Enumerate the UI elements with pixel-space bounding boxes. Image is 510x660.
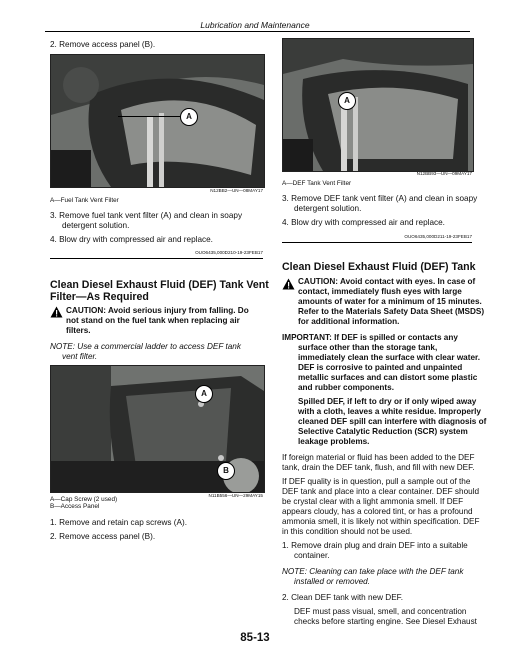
important2-line-5: leakage problems. (298, 437, 370, 446)
para1-line-2: tank, drain the DEF tank, flush, and fill with new DEF. (282, 463, 475, 472)
right-step-2-detail-1: DEF must pass visual, smell, and concentration (294, 607, 467, 616)
left-caution-line-3: filters. (66, 326, 91, 335)
important-line-5: metallic surfaces and can distort some plastic (298, 373, 478, 382)
right-caution-line-3: amounts of water for a minimum of 15 minutes. (298, 297, 482, 306)
warning-icon (50, 306, 63, 318)
important-line-3: immediately clean the surface with clear water. (298, 353, 481, 362)
def-tank-vent-filter-photo (282, 38, 474, 172)
right-step-2: 2. Clean DEF tank with new DEF. (282, 593, 404, 602)
para2-line-1: If DEF quality is in question, pull a sample out of the (282, 477, 471, 486)
section-title: Clean Diesel Exhaust Fluid (DEF) Tank (282, 261, 476, 273)
right-caution-line-1: CAUTION: Avoid contact with eyes. In case of (298, 277, 476, 286)
right-caution-line-2: contact, immediately flush eyes with large (298, 287, 462, 296)
para2-line-3: be crystal clear with a light ammonia smell. If DEF (282, 497, 464, 506)
left-caution-line-1: CAUTION: Avoid serious injury from falling. Do (66, 306, 249, 315)
section-title-line-2: Filter—As Required (50, 291, 149, 303)
figure-code: N11B556—UN—29MAY15 (208, 493, 263, 498)
important2-line-4: Selective Catalytic Reduction (SCR) system (298, 427, 468, 436)
right-note-line-2: installed or removed. (294, 577, 370, 586)
left-step-4: 4. Blow dry with compressed air and replace. (50, 235, 213, 244)
important-line-1: IMPORTANT: If DEF is spilled or contacts any (282, 333, 458, 342)
figure-caption: A—DEF Tank Vent Filter (282, 180, 352, 187)
section-title-line-1: Clean Diesel Exhaust Fluid (DEF) Tank Vent (50, 279, 269, 291)
callout-a-leader (118, 116, 180, 117)
right-step-4: 4. Blow dry with compressed air and replace. (282, 218, 445, 227)
right-step-3: 3. Remove DEF tank vent filter (A) and clean in soapy (282, 194, 478, 203)
callout-a: A (180, 108, 198, 126)
fuel-tank-vent-filter-photo (50, 54, 265, 188)
important-line-2: surface other than the storage tank, (298, 343, 438, 352)
right-caution-line-4: Refer to the Materials Safety Data Sheet (MSDS) (298, 307, 485, 316)
left-step-1: 1. Remove and retain cap screws (A). (50, 518, 187, 527)
para1-line-1: If foreign material or fluid has been added to the DEF (282, 453, 475, 462)
figure-caption: A—Fuel Tank Vent Filter (50, 197, 119, 204)
section-rule (50, 258, 263, 259)
right-caution-line-5: for additional information. (298, 317, 400, 326)
right-step-1: 1. Remove drain plug and drain DEF into a suitable (282, 541, 468, 550)
reference-code: OUO6435,000D211-19-23FEB17 (404, 234, 472, 239)
right-note-line-1: NOTE: Cleaning can take place with the DEF tank (282, 567, 464, 576)
right-step-2-detail-2: checks before starting engine. See Diesel Exhaust (294, 617, 477, 626)
page-number: 85-13 (240, 632, 270, 644)
reference-code: OUO6435,000D210-19-23FEB17 (195, 250, 263, 255)
left-step-2-top: 2. Remove access panel (B). (50, 40, 156, 49)
running-header: Lubrication and Maintenance (200, 20, 310, 30)
header-rule (45, 31, 470, 32)
left-note-line-2: vent filter. (62, 352, 98, 361)
callout-b: B (217, 462, 235, 480)
para2-line-5: ammonia smell, it is likely not within specification. DEF (282, 517, 480, 526)
left-note-line-1: NOTE: Use a commercial ladder to access DEF tank (50, 342, 241, 351)
figure-caption-a: A—Cap Screw (2 used) (50, 496, 118, 503)
left-step-3-cont: detergent solution. (62, 221, 130, 230)
left-step-3: 3. Remove fuel tank vent filter (A) and clean in soapy (50, 211, 243, 220)
right-step-1-cont: container. (294, 551, 330, 560)
figure-code: N12BB93—UN—09MAY17 (416, 171, 472, 176)
right-step-3-cont: detergent solution. (294, 204, 362, 213)
para2-line-6: in this condition should not be used. (282, 527, 413, 536)
warning-icon (282, 278, 295, 290)
figure-code: N12BB2—UN—08MAY17 (210, 188, 263, 193)
important-line-6: and rubber components. (298, 383, 394, 392)
important2-line-2: with a cloth, leaves a white residue. Improperly (298, 407, 481, 416)
figure-caption-b: B—Access Panel (50, 503, 100, 510)
left-caution-line-2: not stand on the fuel tank when replacing air (66, 316, 240, 325)
callout-a: A (195, 385, 213, 403)
important-line-4: DEF is corrosive to painted and unpainted (298, 363, 463, 372)
important2-line-3: cleaned DEF spill can interfere with diagnosis of (298, 417, 487, 426)
callout-a: A (338, 92, 356, 110)
section-rule (282, 242, 472, 243)
left-step-2: 2. Remove access panel (B). (50, 532, 156, 541)
para2-line-4: appears cloudy, has a colored tint, or has a profound (282, 507, 473, 516)
para2-line-2: DEF tank and place into a clear container. DEF should (282, 487, 480, 496)
important2-line-1: Spilled DEF, if left to dry or if only wiped away (298, 397, 477, 406)
